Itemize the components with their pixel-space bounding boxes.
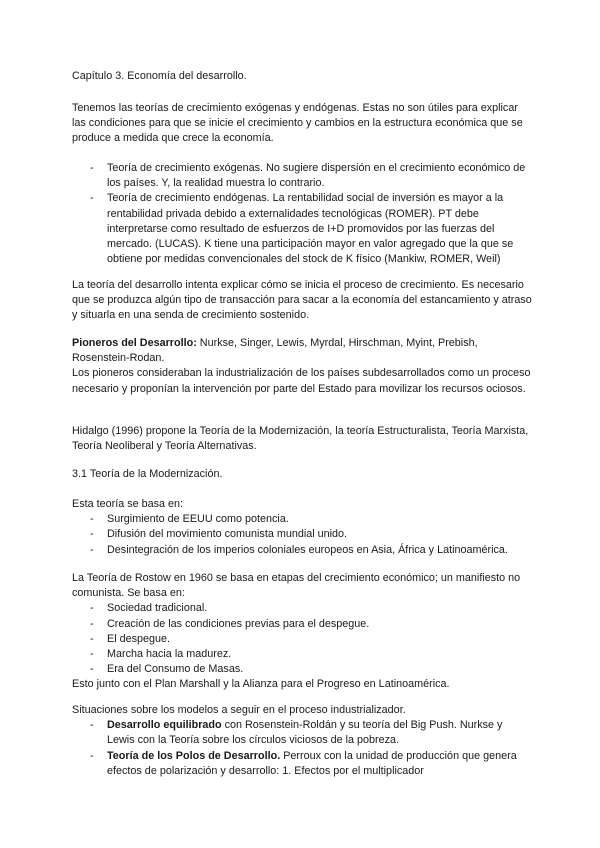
list-item: - Surgimiento de EEUU como potencia. (72, 512, 532, 527)
based-on-intro: Esta teoría se basa en: (72, 498, 184, 510)
list-item: - Teoría de crecimiento endógenas. La rentabilidad social de inversión es mayor a la rentabilidad privada debido a externalidades tecnológicas (ROMER). PT debe interpretarse como resultado de esfuerzos de I+D promovidos por las fuerzas del mercado. (LUCAS). K tiene una participación mayor en valor agregado que la que se obtiene por medidas convencionales del stock de K físico (Mankiw, ROMER, Weil) (72, 191, 532, 267)
growth-theories-list (72, 161, 532, 267)
list-item: - Teoría de crecimiento exógenas. No sugiere dispersión en el crecimiento económico de los países. Y, la realidad muestra lo contrario. (72, 161, 532, 191)
list-item: - El despegue. (72, 632, 532, 647)
marshall-line: Esto junto con el Plan Marshall y la Alianza para el Progreso en Latinoamérica. (72, 678, 450, 691)
models-section (72, 703, 532, 779)
list-item: - Creación de las condiciones previas para el despegue. (72, 617, 532, 632)
models-list (72, 718, 532, 779)
section-heading: 3.1 Teoría de la Modernización. (72, 468, 223, 480)
model-label: Desarrollo equilibrado (107, 719, 222, 732)
list-item: - Era del Consumo de Masas. (72, 662, 532, 677)
rostow-intro: La Teoría de Rostow en 1960 se basa en etapas del crecimiento económico; un manifiesto no comunista. Se basa en: (72, 572, 521, 600)
rostow-stages-list (72, 601, 532, 677)
development-paragraph: La teoría del desarrollo intenta explicar cómo se inicia el proceso de crecimiento. Es necesario que se produzca algún tipo de transacción para sacar a la economía del estancamiento y atraso y situarla en una senda de crecimiento sostenido. (72, 279, 532, 322)
model-text: Perroux con la unidad de producción que genera efectos de polarización y desarrollo: 1. Efectos por el multiplicador (107, 749, 517, 777)
hidalgo-paragraph: Hidalgo (1996) propone la Teoría de la Modernización, la teoría Estructuralista, Teoría Marxista, Teoría Neoliberal y Teoría Alternativas. (72, 425, 529, 453)
list-item: - Desintegración de los imperios coloniales europeos en Asia, África y Latinoamérica. (72, 543, 532, 558)
chapter-title: Capítulo 3. Economía del desarrollo. (72, 70, 247, 82)
list-item: - Difusión del movimiento comunista mundial unido. (72, 527, 532, 542)
list-item: - Sociedad tradicional. (72, 601, 532, 616)
based-on-section (72, 497, 532, 558)
model-text: con Rosenstein-Roldán y su teoría del Big Push. Nurkse y Lewis con la Teoría sobre los círculos viciosos de la pobreza. (107, 719, 503, 747)
pioneers-description: Los pioneros consideraban la industrialización de los países subdesarrollados como un proceso necesario y proponían la intervención por parte del Estado para movilizar los recursos ociosos. (72, 367, 531, 395)
pioneers-names: Nurkse, Singer, Lewis, Myrdal, Hirschman, Myint, Prebish, Rosenstein-Rodan. (72, 337, 478, 365)
rostow-section (72, 571, 532, 693)
list-item: - Marcha hacia la madurez. (72, 647, 532, 662)
list-item (72, 749, 532, 779)
based-on-list (72, 512, 532, 558)
pioneers-section (72, 336, 532, 397)
models-intro: Situaciones sobre los modelos a seguir en el proceso industrializador. (72, 704, 406, 716)
list-item (72, 718, 532, 748)
model-label: Teoría de los Polos de Desarrollo. (107, 749, 281, 762)
pioneers-label: Pioneros del Desarrollo: (72, 337, 197, 349)
intro-paragraph: Tenemos las teorías de crecimiento exógenas y endógenas. Estas no son útiles para explicar las condiciones para que se inicie el crecimiento y cambios en la estructura económica que se produce a medida que crece la economía. (72, 102, 523, 145)
pioneers-line (72, 336, 532, 366)
